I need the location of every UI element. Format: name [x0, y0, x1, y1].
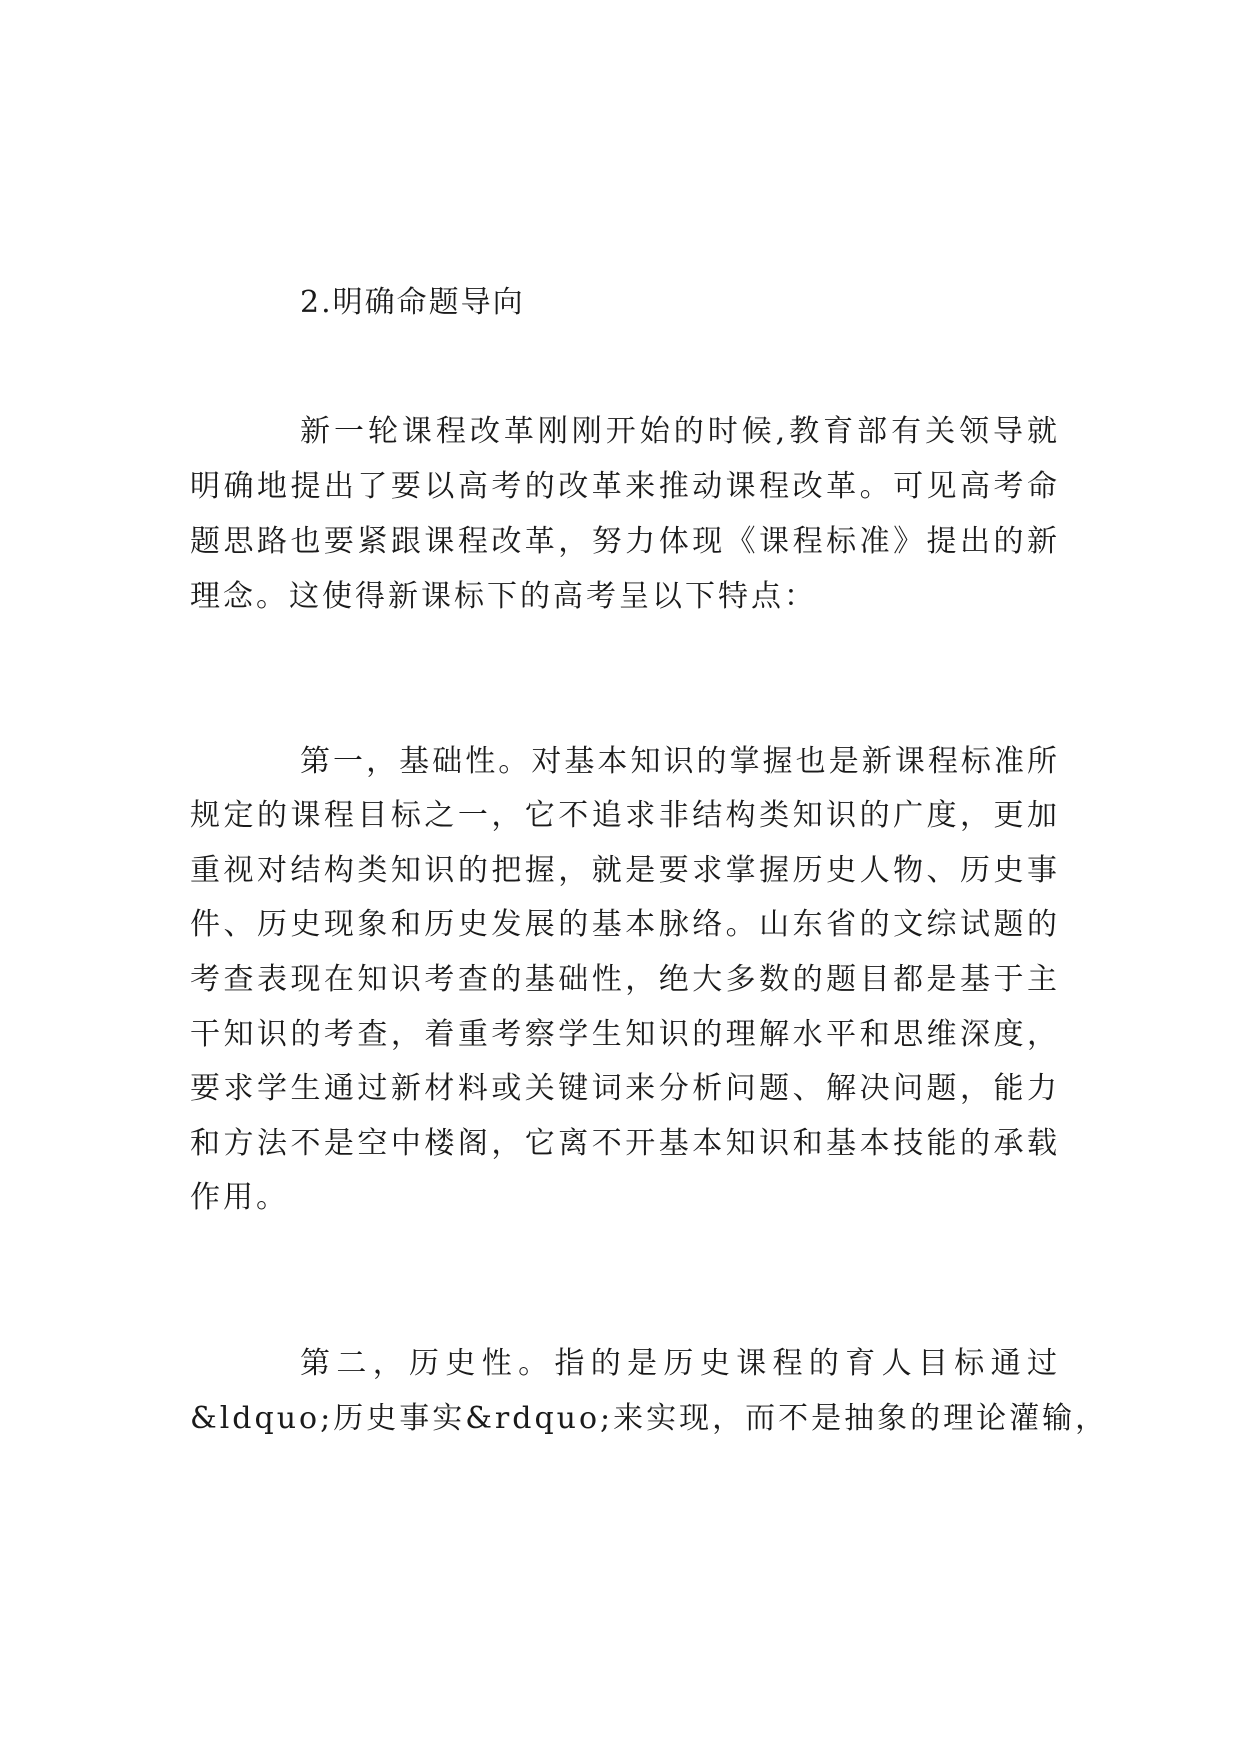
- paragraph-1-line-3: 题思路也要紧跟课程改革，努力体现《课程标准》提出的新: [190, 524, 1060, 559]
- paragraph-2-line-3: 重视对结构类知识的把握，就是要求掌握历史人物、历史事: [190, 853, 1060, 888]
- paragraph-1-line-4: 理念。这使得新课标下的高考呈以下特点：: [190, 579, 817, 614]
- paragraph-2-line-5: 考查表现在知识考查的基础性，绝大多数的题目都是基于主: [190, 962, 1060, 997]
- paragraph-2-line-2: 规定的课程目标之一，它不追求非结构类知识的广度，更加: [190, 798, 1060, 833]
- paragraph-3-line-1: 第二，历史性。指的是历史课程的育人目标通过: [300, 1346, 1060, 1381]
- paragraph-2-line-1: 第一，基础性。对基本知识的掌握也是新课程标准所: [300, 744, 1060, 779]
- paragraph-2-line-7: 要求学生通过新材料或关键词来分析问题、解决问题，能力: [190, 1071, 1060, 1106]
- paragraph-2-line-8: 和方法不是空中楼阁，它离不开基本知识和基本技能的承载: [190, 1126, 1060, 1161]
- section-heading: 2.明确命题导向: [300, 285, 525, 320]
- paragraph-2-line-6: 干知识的考查，着重考察学生知识的理解水平和思维深度，: [190, 1017, 1060, 1052]
- paragraph-2-line-4: 件、历史现象和历史发展的基本脉络。山东省的文综试题的: [190, 907, 1060, 942]
- paragraph-2-line-9: 作用。: [190, 1180, 289, 1215]
- paragraph-1-line-1: 新一轮课程改革刚刚开始的时候,教育部有关领导就: [300, 414, 1060, 449]
- paragraph-1-line-2: 明确地提出了要以高考的改革来推动课程改革。可见高考命: [190, 469, 1060, 504]
- paragraph-3-line-2: &ldquo;历史事实&rdquo;来实现，而不是抽象的理论灌输，: [190, 1401, 1109, 1436]
